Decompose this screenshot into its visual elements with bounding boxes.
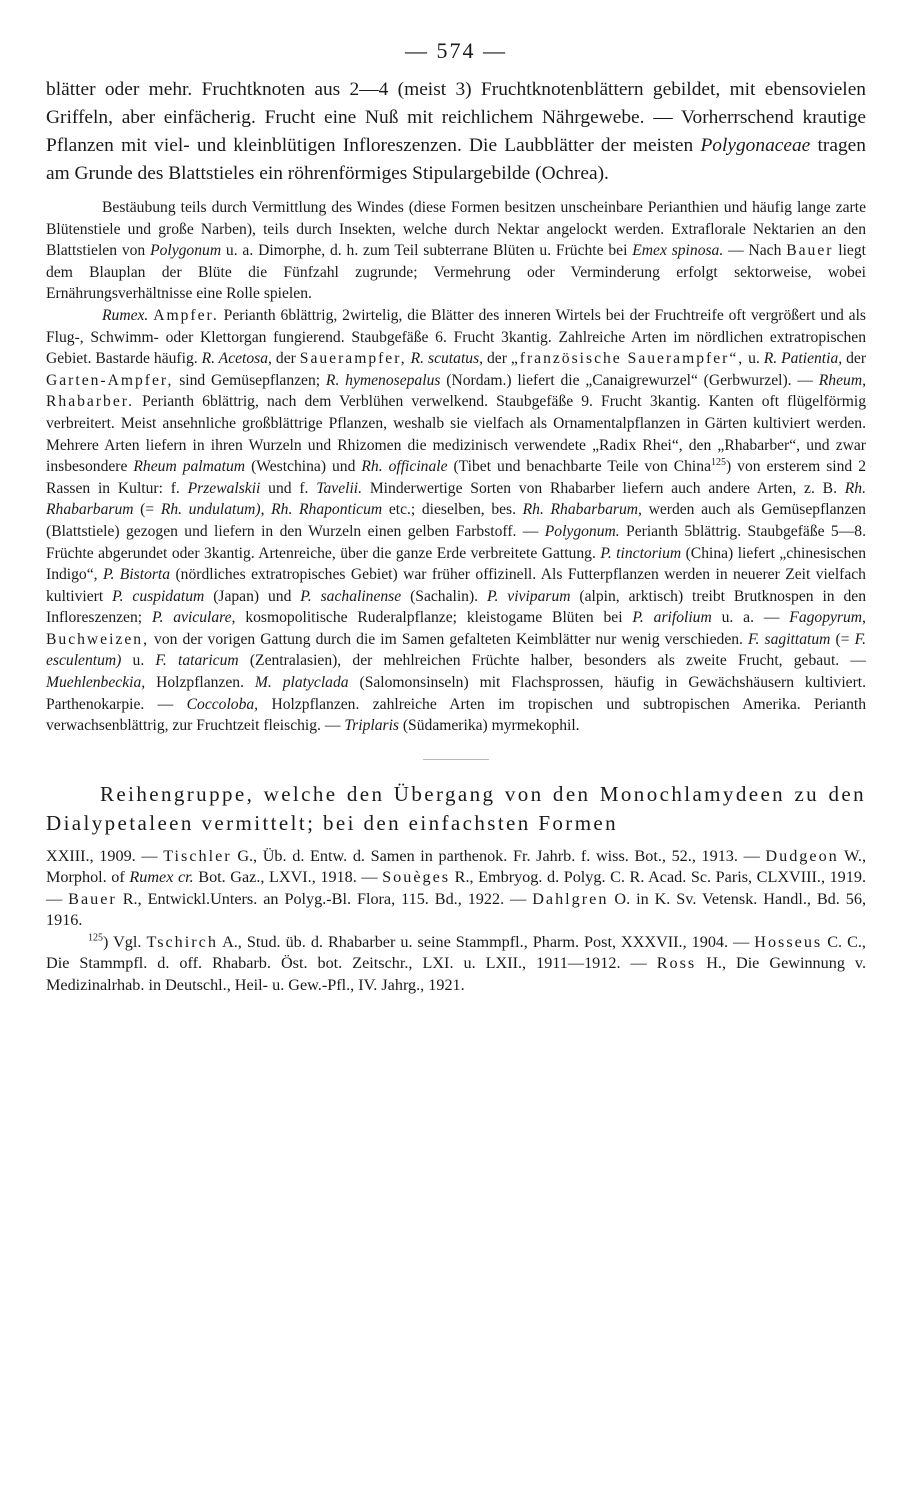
paragraph-pollination: Bestäubung teils durch Vermittlung des Windes (diese Formen besitzen unscheinbare Perianthien und häufig lange zarte Blütenstiele und große Narben), teils durch Insekten, welche durch Nektar angelockt werden. Extraflorale Nektarien an den Blattstielen von Polygonum u. a. Dimorphe, d. h. zum Teil subterrane Blüten u. Früchte bei Emex spinosa. — Nach Bauer liegt dem Blauplan der Blüte die Fünfzahl zugrunde; Vermehrung oder Verminderung erfolgt sektorweise, wobei Ernährungsverhältnisse eine Rolle spielen. [46,199,866,303]
section-divider [423,759,489,760]
section-intro: Reihengruppe, welche den Übergang von den Monochlamydeen zu den Dialypetaleen vermittelt; bei den einfachsten Formen [46,781,866,835]
footnote-continued: XXIII., 1909. — Tischler G., Üb. d. Entw. d. Samen in parthenok. Fr. Jahrb. f. wiss. Bot., 52., 1913. — Dudgeon W., Morphol. of Rumex cr. Bot. Gaz., LXVI., 1918. — Souèges R., Embryog. d. Polyg. C. R. Acad. Sc. Paris, CLXVIII., 1919. — Bauer R., Entwickl.Unters. an Polyg.-Bl. Flora, 115. Bd., 1922. — Dahlgren O. in K. Sv. Vetensk. Handl., Bd. 56, 1916. [46,846,867,930]
page-number: — 574 — [405,38,507,63]
paragraph-intro: blätter oder mehr. Fruchtknoten aus 2—4 (meist 3) Fruchtknotenblättern gebildet, mit ebensovielen Griffeln, aber einfächerig. Frucht eine Nuß mit reichlichem Nährgewebe. — Vorherrschend krautige Pflanzen mit viel- und kleinblütigen Infloreszenzen. Die Laubblätter der meisten Polygonaceae tragen am Grunde des Blattstieles ein röhrenförmiges Stipulargebilde (Ochrea). [46,79,866,184]
footnotes [46,846,866,997]
page [46,36,866,996]
footnote-125: $^{125}$) Vgl. Tschirch A., Stud. üb. d. Rhabarber u. seine Stammpfl., Pharm. Post, XXXVII., 1904. — Hosseus C. C., Die Stammpfl. d. off. Rhabarb. Öst. bot. Zeitschr., LXI. u. LXII., 1911—1912. — Ross H., Die Gewinnung v. Medizinalrhab. in Deutschl., Heil- u. Gew.-Pfl., IV. Jahrg., 1921. [46,932,867,994]
paragraph-genera: Rumex. Ampfer. Perianth 6blättrig, 2wirtelig, die Blätter des inneren Wirtels bei der Fruchtreife oft vergrößert und als Flug-, Schwimm- oder Klettorgan fungierend. Staubgefäße 6. Frucht 3kantig. Zahlreiche Arten im nördlichen extratropischen Gebiet. Bastarde häufig. R. Acetosa, der Sauerampfer, R. scutatus, der „französische Sauerampfer“, u. R. Patientia, der Garten-Ampfer, sind Gemüsepflanzen; R. hymenosepalus (Nordam.) liefert die „Canaigrewurzel“ (Gerbwurzel). — Rheum, Rhabarber. Perianth 6blättrig, nach dem Verblühen verwelkend. Staubgefäße 9. Frucht 3kantig. Kanten oft flügelförmig verbreitert. Meist ansehnliche großblättrige Pflanzen, weshalb sie vielfach als Ornamentalpflanzen in Gärten kultiviert werden. Mehrere Arten liefern in ihren Wurzeln und Rhizomen die medizinisch verwendete „Radix Rhei“, den „Rhabarber“, und zwar insbesondere Rheum palmatum (Westchina) und Rh. officinale (Tibet und benachbarte Teile von China$^{125}$) von ersterem sind 2 Rassen in Kultur: f. Przewalskii und f. Tavelii. Minderwertige Sorten von Rhabarber liefern auch andere Arten, z. B. Rh. Rhabarbarum (= Rh. undulatum), Rh. Rhaponticum etc.; dieselben, bes. Rh. Rhabarbarum, werden auch als Gemüsepflanzen (Blattstiele) gezogen und liefern in den Wurzeln einen gelben Farbstoff. — Polygonum. Perianth 5blättrig. Staubgefäße 5—8. Früchte abgerundet oder 3kantig. Artenreiche, über die ganze Erde verbreitete Gattung. P. tinctorium (China) liefert „chinesischen Indigo“, P. Bistorta (nördliches extratropisches Gebiet) war früher offizinell. Als Futterpflanzen werden in neuerer Zeit vielfach kultiviert P. cuspidatum (Japan) und P. sachalinense (Sachalin). P. viviparum (alpin, arktisch) treibt Brutknospen in den Infloreszenzen; P. aviculare, kosmopolitische Ruderalpflanze; kleistogame Blüten bei P. arifolium u. a. — Fagopyrum, Buchweizen, von der vorigen Gattung durch die im Samen gefalteten Keimblätter nur wenig verschieden. F. sagittatum (= F. esculentum) u. F. tataricum (Zentralasien), der mehlreichen Früchte halber, besonders als zweite Frucht, gebaut. — Muehlenbeckia, Holzpflanzen. M. platyclada (Salomonsinseln) mit Flachsprossen, häufig in Gewächshäusern kultiviert. Parthenokarpie. — Coccoloba, Holzpflanzen. zahlreiche Arten im tropischen und subtropischen Amerika. Perianth verwachsenblättrig, zur Fruchtzeit fleischig. — Triplaris (Südamerika) myrmekophil. [46,306,867,735]
